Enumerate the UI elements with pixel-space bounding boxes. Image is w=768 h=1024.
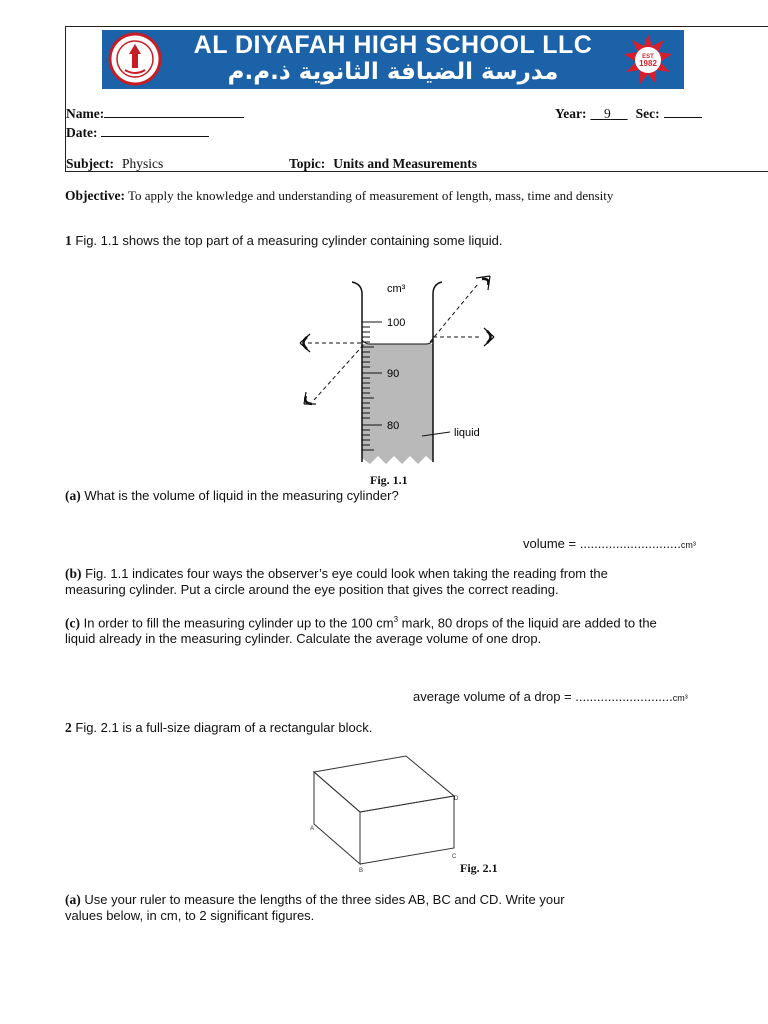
q1-b-text-line2: measuring cylinder. Put a circle around the eye position that gives the correct reading.	[65, 582, 559, 597]
q1-part-c: (c) In order to fill the measuring cylinder up to the 100 $cm^3$ mark, 80 drops of the liquid are added to the liquid already in the measuring cylinder. Calculate the average volume of one drop.	[65, 615, 657, 647]
date-label: Date:	[66, 125, 98, 140]
cylinder-right-wall	[433, 282, 442, 462]
q2-intro-text: Fig. 2.1 is a full-size diagram of a rectangular block.	[75, 720, 373, 735]
eye-position-left-low[interactable]	[304, 392, 316, 404]
school-name-arabic: مدرسة الضيافة الثانوية ذ.م.م	[227, 59, 559, 85]
q1-a-answer-line[interactable]: volume = ............................cm³	[523, 536, 696, 551]
cylinder-left-wall	[352, 282, 362, 462]
objective	[65, 188, 613, 204]
eye-position-right-high[interactable]	[476, 276, 490, 290]
vertex-label-a: A	[310, 826, 315, 832]
liquid-fill	[362, 344, 433, 464]
q2-part-a	[65, 892, 565, 924]
rectangular-block-figure	[302, 752, 462, 878]
name-field	[66, 105, 244, 123]
q1-a-answer-unit: cm³	[680, 540, 696, 550]
vertex-label-c: C	[452, 854, 457, 860]
objective-label: Objective:	[65, 188, 125, 203]
year-value: 9	[603, 106, 611, 121]
school-banner	[102, 30, 684, 89]
topic-value: Units and Measurements	[333, 156, 478, 171]
sec-blank[interactable]	[664, 105, 702, 118]
school-name-english: AL DIYAFAH HIGH SCHOOL LLC	[193, 31, 593, 59]
measuring-cylinder-figure	[290, 270, 510, 470]
q1-intro	[65, 233, 502, 249]
name-blank[interactable]	[104, 105, 244, 118]
fig-1-1-caption: Fig. 1.1	[370, 473, 408, 487]
tick-label-90: 90	[387, 368, 400, 380]
vertex-label-b: B	[359, 868, 364, 874]
q2-intro	[65, 720, 372, 736]
cylinder-unit-label: cm³	[387, 283, 406, 295]
q1-c-answer-unit: cm³	[672, 693, 688, 703]
q2-a-text-line1: Use your ruler to measure the lengths of the three sides AB, BC and CD. Write your	[84, 892, 565, 907]
q1-c-answer-line[interactable]: average volume of a drop = ...........................cm³	[413, 689, 688, 704]
q1-part-b	[65, 566, 608, 598]
block-outline	[314, 756, 454, 864]
est-1982-badge-icon	[620, 32, 676, 88]
eye-position-right-level[interactable]	[484, 328, 494, 346]
vertex-label-d: D	[454, 796, 459, 802]
date-blank[interactable]	[101, 124, 209, 137]
sec-label: Sec:	[635, 106, 660, 121]
q1-number: 1	[65, 233, 72, 248]
q1-b-label: (b)	[65, 566, 82, 581]
date-field	[66, 124, 209, 142]
q1-part-a	[65, 488, 399, 504]
fig-2-1-caption: Fig. 2.1	[460, 861, 498, 875]
subject-value: Physics	[122, 156, 164, 171]
badge-year-text: 1982	[639, 59, 657, 68]
objective-text: To apply the knowledge and understanding of measurement of length, mass, time and density	[128, 188, 614, 203]
q1-b-text-line1: Fig. 1.1 indicates four ways the observer’s eye could look when taking the reading from the	[85, 566, 608, 581]
q1-a-label: (a)	[65, 488, 81, 503]
q1-intro-text: Fig. 1.1 shows the top part of a measuring cylinder containing some liquid.	[75, 233, 503, 248]
tick-label-80: 80	[387, 420, 400, 432]
year-sec-field	[555, 105, 702, 123]
q2-a-label: (a)	[65, 892, 81, 907]
name-label: Name:	[66, 106, 105, 121]
topic-label: Topic:	[289, 156, 326, 171]
q1-c-text-line2: liquid already in the measuring cylinder. Calculate the average volume of one drop.	[65, 631, 542, 647]
subject-field	[66, 155, 163, 173]
subject-label: Subject:	[66, 156, 114, 171]
tick-label-100: 100	[387, 317, 406, 329]
badge-est-text: EST	[642, 54, 654, 60]
q2-a-text-line2: values below, in cm, to 2 significant figures.	[65, 908, 315, 923]
topic-field	[289, 155, 477, 173]
q1-c-label: (c)	[65, 615, 80, 631]
liquid-label: liquid	[454, 427, 480, 439]
q2-number: 2	[65, 720, 72, 735]
year-label: Year:	[555, 106, 587, 121]
q1-a-text: What is the volume of liquid in the measuring cylinder?	[84, 488, 399, 503]
